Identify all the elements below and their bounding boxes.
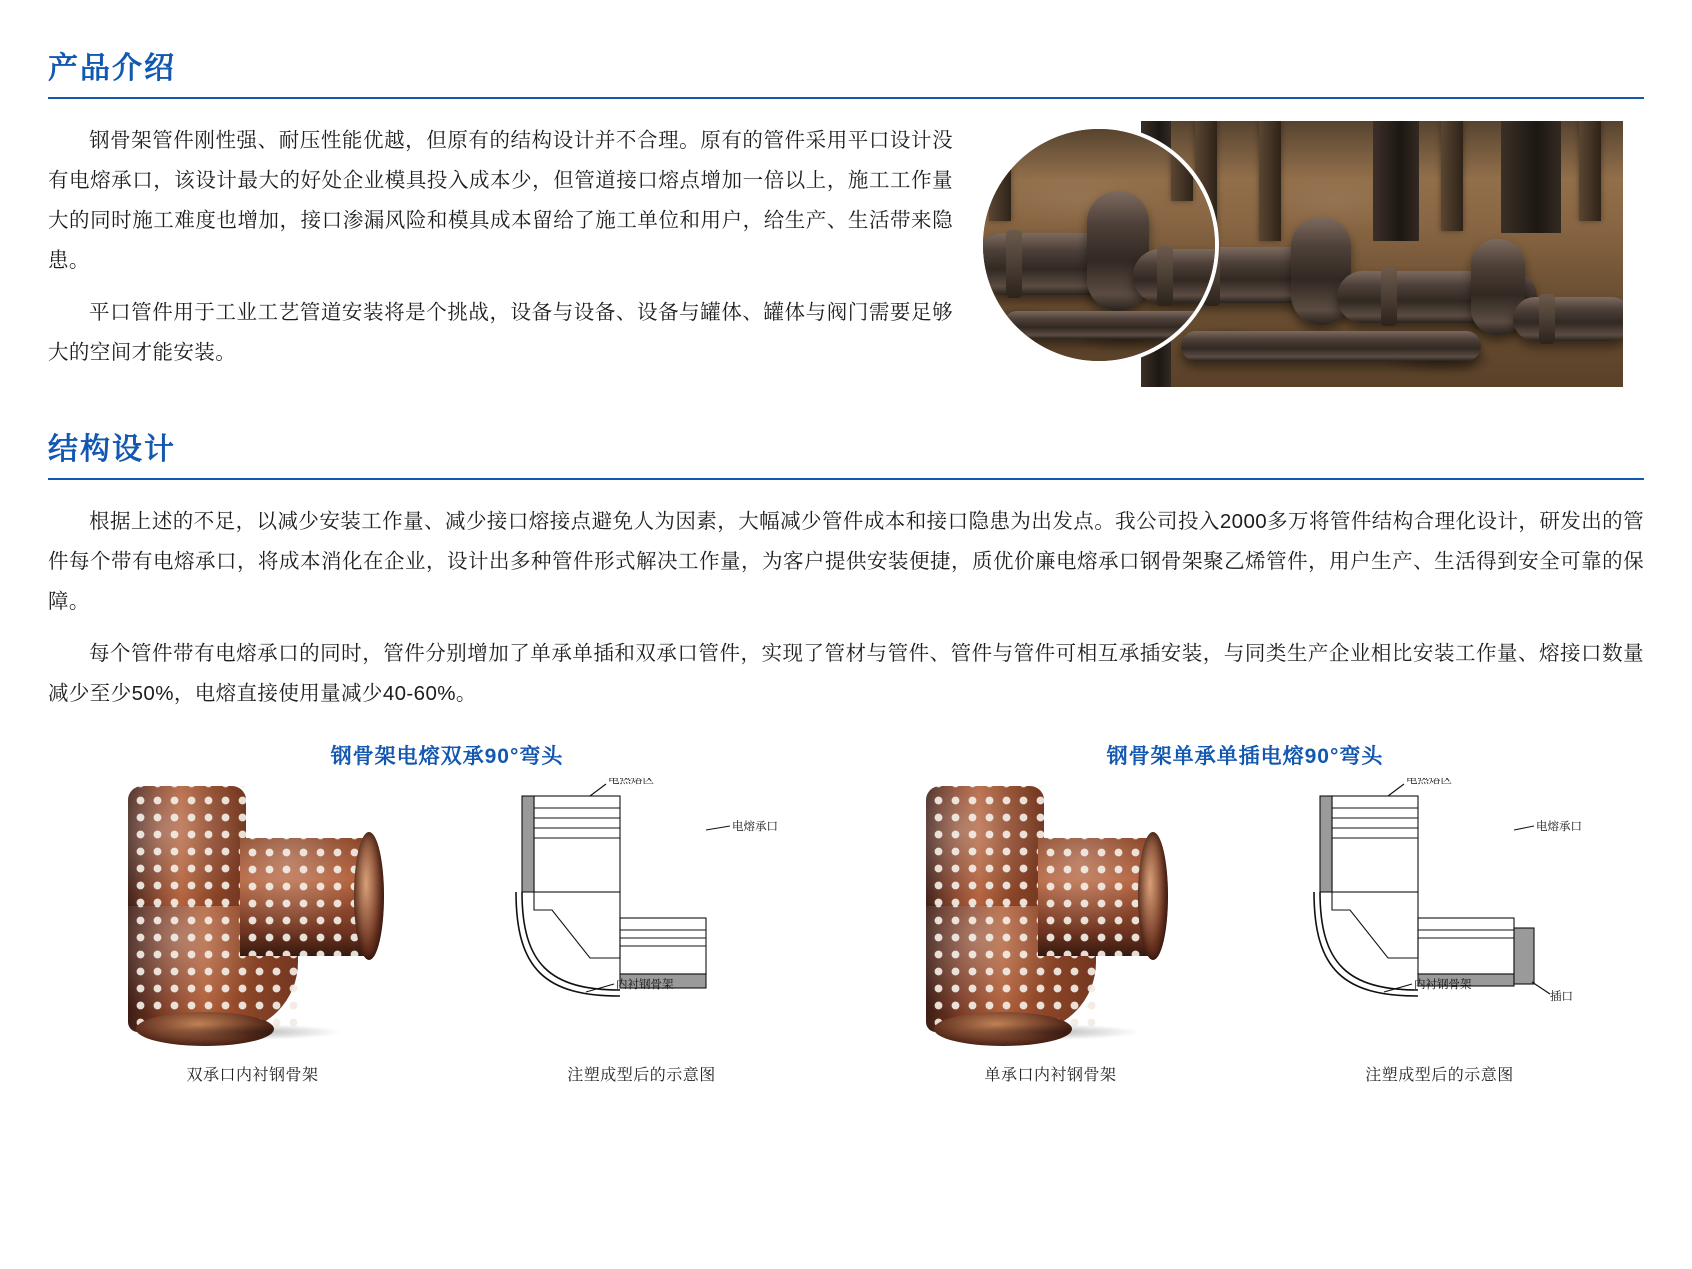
- drawing-label-bottom-2: 内衬钢骨架: [1414, 978, 1472, 991]
- intro-image-group: [979, 121, 1644, 387]
- intro-text-column: [48, 121, 953, 381]
- intro-paragraph-1: 钢骨架管件刚性强、耐压性能优越，但原有的结构设计并不合理。原有的管件采用平口设计没有电熔承口，该设计最大的好处企业模具投入成本少，但管道接口熔点增加一倍以上，施工工作量大的同时施工难度也增加，接口渗漏风险和模具成本留给了施工单位和用户，给生产、生活带来隐患。: [48, 129, 953, 272]
- figure-2-drawing: [1250, 778, 1634, 1050]
- structure-text-block: [48, 502, 1644, 714]
- figure-single-socket: [846, 740, 1644, 1085]
- figure-title-2: 钢骨架单承单插电熔90°弯头: [1106, 744, 1384, 768]
- figure-2-photo: [856, 778, 1240, 1050]
- figure-row: [48, 740, 1644, 1085]
- figure-title-1: 钢骨架电熔双承90°弯头: [330, 744, 564, 768]
- figure-2-photo-caption: 单承口内衬钢骨架: [984, 1066, 1117, 1084]
- intro-block: [48, 121, 1644, 387]
- drawing-label-right-1: 电熔承口: [732, 820, 778, 833]
- structure-paragraph-1: 根据上述的不足，以减少安装工作量、减少接口熔接点避免人为因素，大幅减少管件成本和接口隐患为出发点。我公司投入2000多万将管件结构合理化设计，研发出的管件每个带有电熔承口，将成本消化在企业，设计出多种管件形式解决工作量，为客户提供安装便捷，质优价廉电熔承口钢骨架聚乙烯管件，用户生产、生活得到安全可靠的保障。: [48, 510, 1644, 613]
- section-header-intro: [48, 0, 1644, 99]
- figure-1-photo: [58, 778, 442, 1050]
- drawing-label-top-1: 电热熔区: [608, 777, 654, 786]
- drawing-label-bottom-1: 内衬钢骨架: [616, 978, 674, 991]
- figure-double-socket: [48, 740, 846, 1085]
- figure-1-photo-caption: 双承口内衬钢骨架: [186, 1066, 319, 1084]
- heading-rule-2: [48, 478, 1644, 480]
- page-title: 产品介绍: [48, 52, 176, 85]
- figure-2-drawing-caption: 注塑成型后的示意图: [1365, 1066, 1514, 1084]
- figure-1-drawing: [452, 778, 836, 1050]
- structure-paragraph-2: 每个管件带有电熔承口的同时，管件分别增加了单承单插和双承口管件，实现了管材与管件、管件与管件可相互承插安装，与同类生产企业相比安装工作量、熔接口数量减少至少50%，电熔直接使用量减少40-60%。: [48, 641, 1644, 705]
- drawing-label-right-2: 电熔承口: [1536, 820, 1582, 833]
- section-header-structure: [48, 433, 1644, 480]
- circle-photo: [979, 125, 1219, 365]
- section-title-structure: 结构设计: [48, 433, 176, 466]
- drawing-label-extra-2: 插口: [1550, 990, 1573, 1003]
- intro-paragraph-2: 平口管件用于工业工艺管道安装将是个挑战，设备与设备、设备与罐体、罐体与阀门需要足够大的空间才能安装。: [48, 300, 953, 364]
- heading-rule: [48, 97, 1644, 99]
- figure-1-drawing-caption: 注塑成型后的示意图: [567, 1066, 716, 1084]
- drawing-label-top-2: 电热熔区: [1406, 777, 1452, 786]
